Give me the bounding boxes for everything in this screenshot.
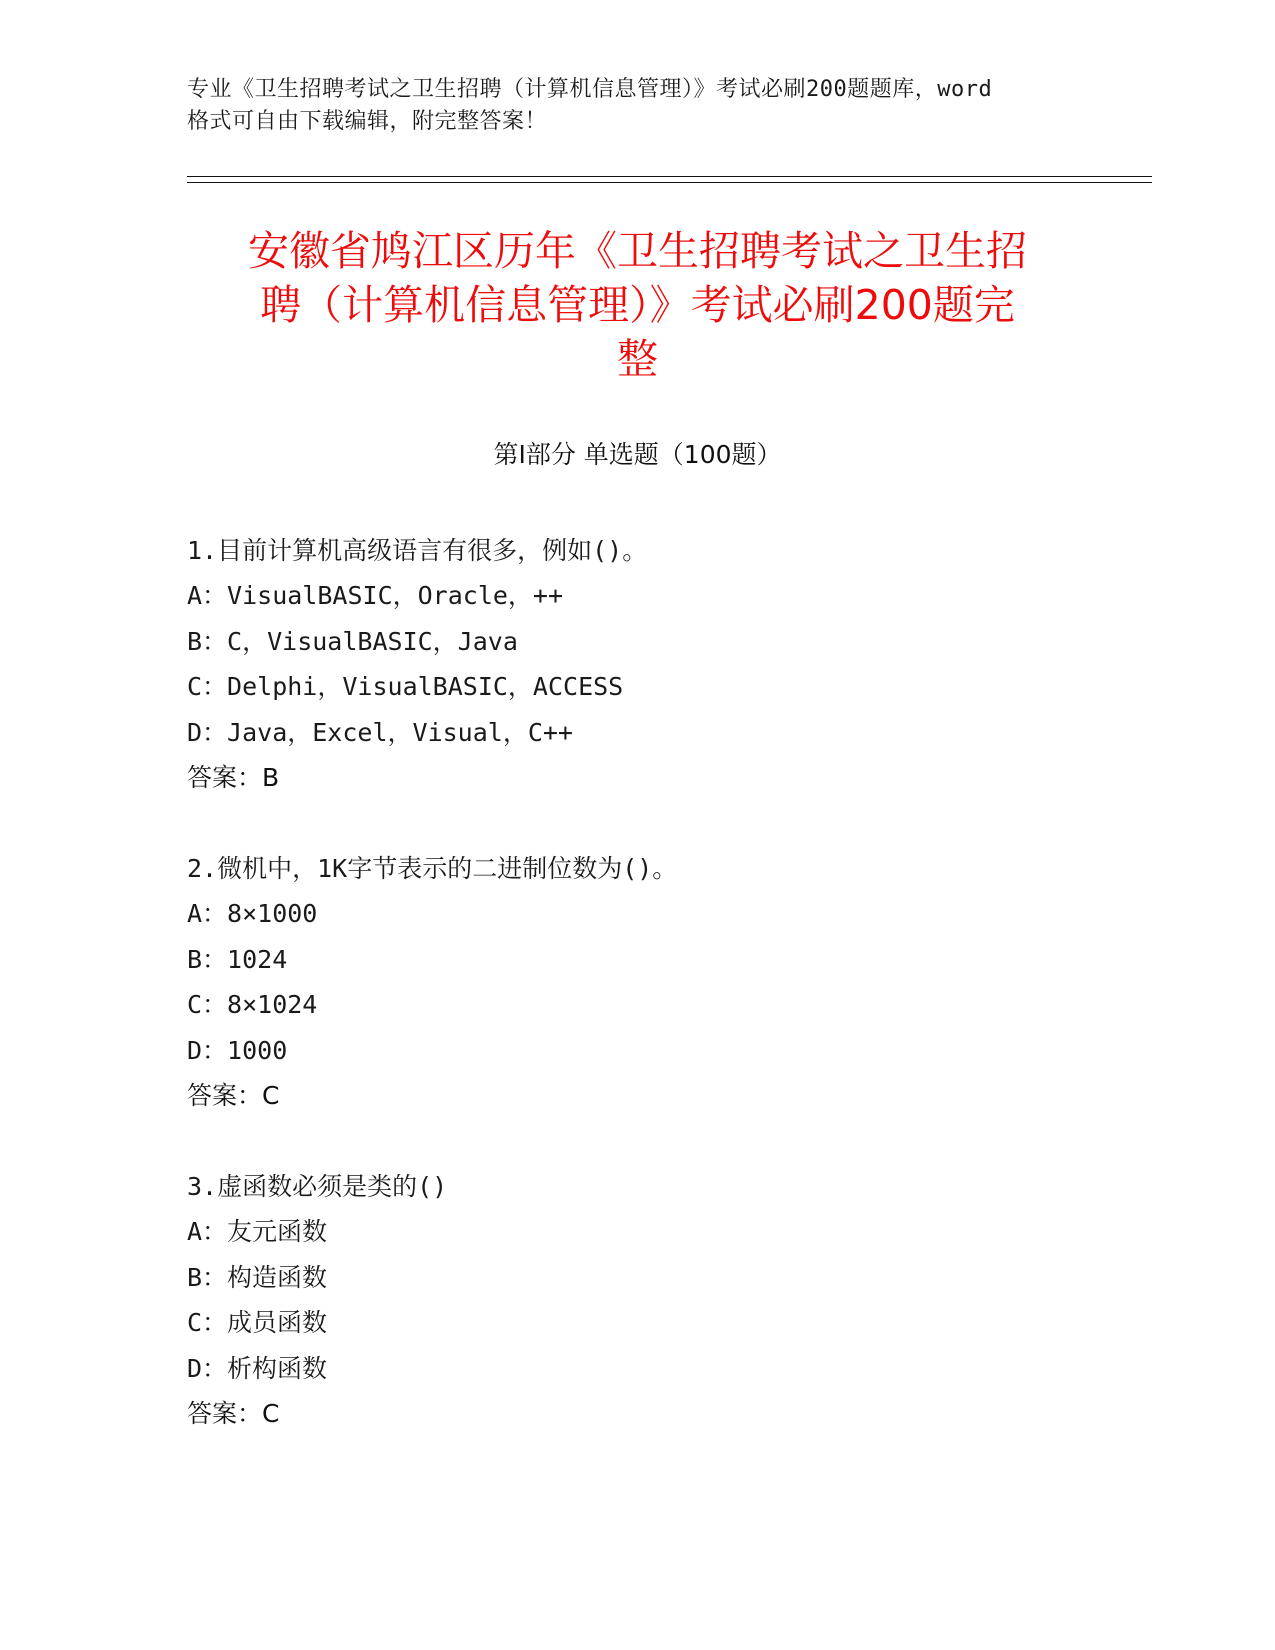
page-header bbox=[187, 74, 1087, 138]
question-stem: 1.目前计算机高级语言有很多，例如()。 bbox=[187, 536, 648, 565]
option-c: C：Delphi，VisualBASIC，ACCESS bbox=[187, 672, 624, 702]
option-c: C：成员函数 bbox=[187, 1308, 328, 1338]
title-line-1: 安徽省鸠江区历年《卫生招聘考试之卫生招 bbox=[248, 227, 1027, 275]
header-divider-bottom bbox=[187, 182, 1152, 183]
header-line-1: 专业《卫生招聘考试之卫生招聘（计算机信息管理）》考试必刷200题题库，word bbox=[187, 77, 993, 102]
option-a: A：8×1000 bbox=[187, 899, 318, 929]
answer: 答案：C bbox=[187, 1080, 280, 1110]
question-2 bbox=[187, 846, 1087, 1118]
option-a: A：VisualBASIC，Oracle，++ bbox=[187, 581, 564, 611]
question-3 bbox=[187, 1164, 1087, 1436]
option-b: B：1024 bbox=[187, 944, 288, 974]
header-divider-top bbox=[187, 176, 1152, 177]
answer: 答案：C bbox=[187, 1398, 280, 1428]
option-a: A：友元函数 bbox=[187, 1217, 328, 1247]
option-d: D：Java，Excel，Visual，C++ bbox=[187, 717, 573, 747]
header-line-2: 格式可自由下载编辑，附完整答案！ bbox=[187, 109, 548, 134]
title-line-3: 整 bbox=[617, 335, 658, 383]
question-stem: 3.虚函数必须是类的() bbox=[187, 1172, 448, 1201]
option-b: B：C，VisualBASIC，Java bbox=[187, 626, 518, 656]
document-title bbox=[170, 224, 1105, 386]
option-d: D：1000 bbox=[187, 1035, 288, 1065]
title-line-2: 聘（计算机信息管理）》考试必刷200题完 bbox=[260, 281, 1015, 329]
option-c: C：8×1024 bbox=[187, 990, 318, 1020]
option-d: D：析构函数 bbox=[187, 1353, 328, 1383]
question-stem: 2.微机中，1K字节表示的二进制位数为()。 bbox=[187, 854, 678, 883]
section-title: 第Ⅰ部分 单选题（100题） bbox=[493, 440, 782, 469]
question-1 bbox=[187, 528, 1087, 800]
option-b: B：构造函数 bbox=[187, 1262, 328, 1292]
answer: 答案：B bbox=[187, 762, 280, 792]
